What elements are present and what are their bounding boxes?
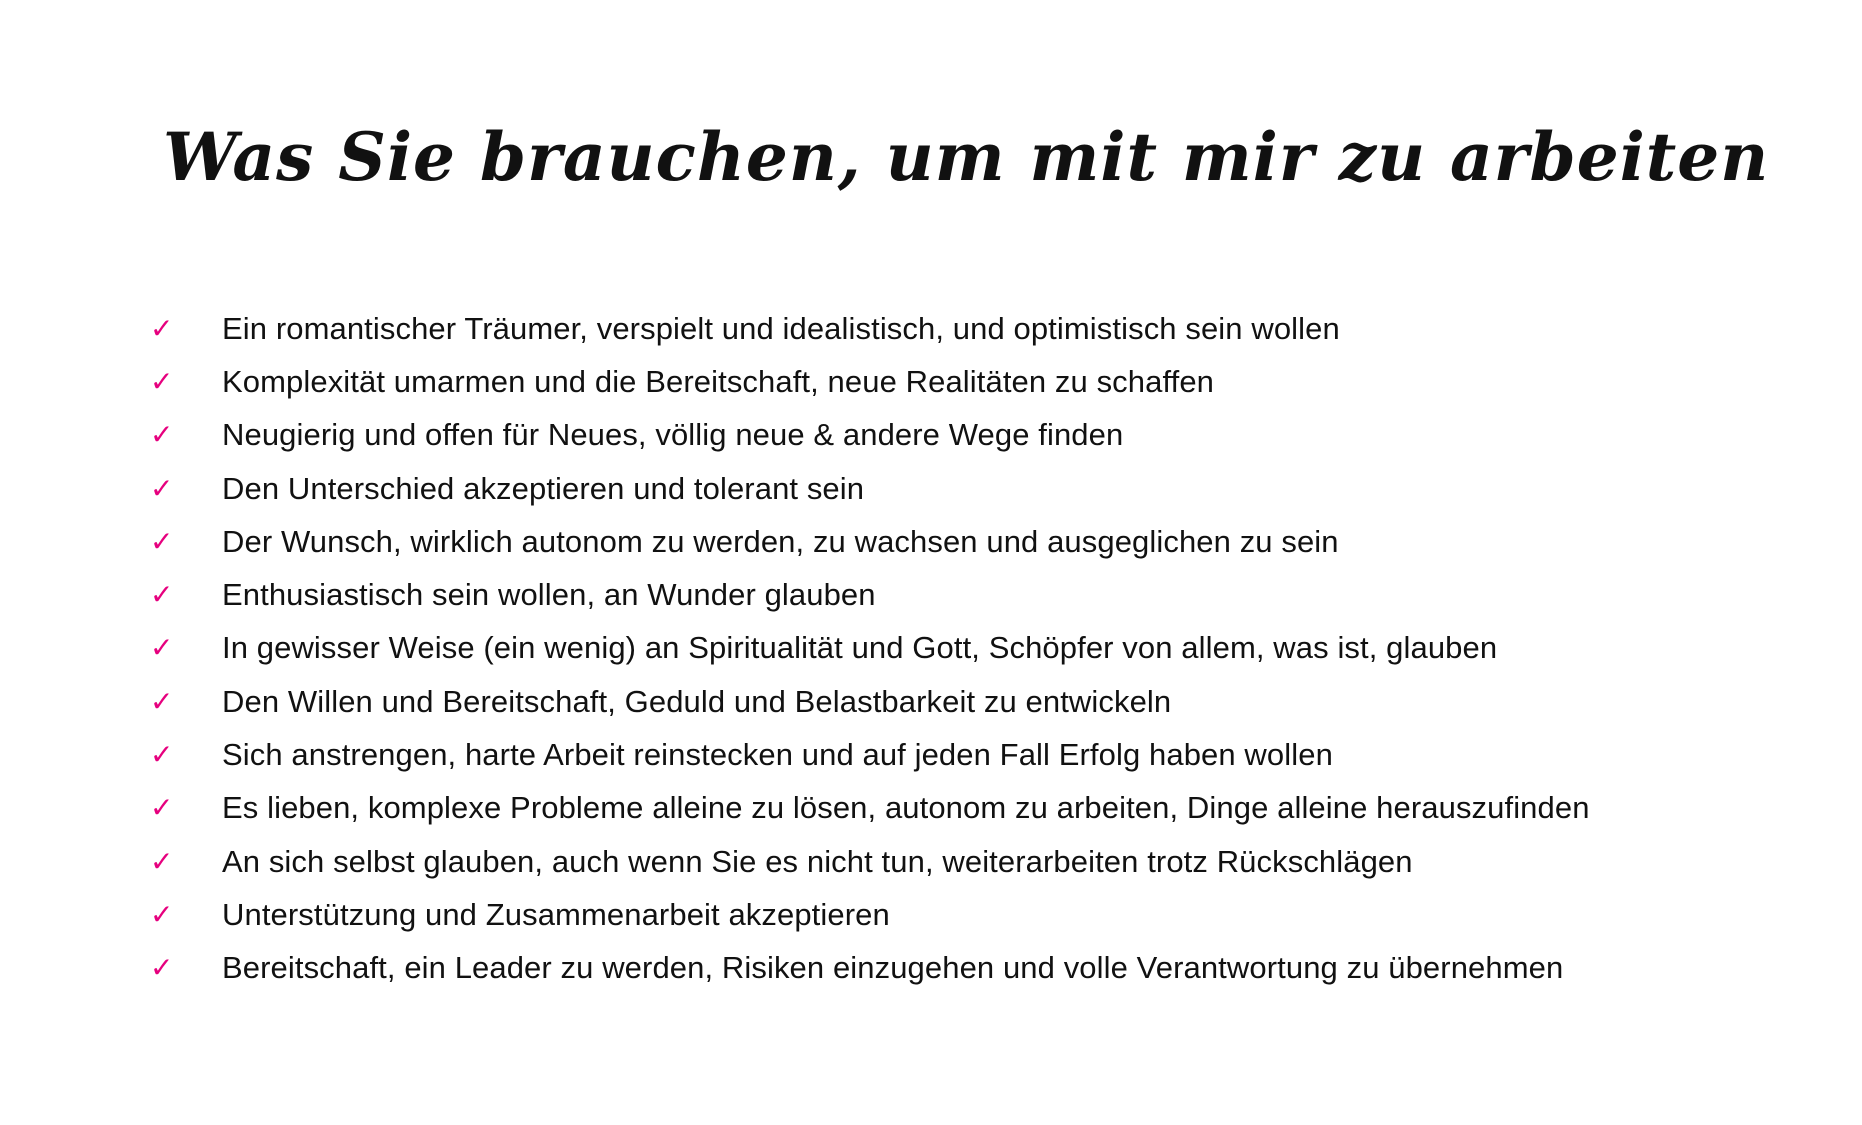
checkmark-icon: ✓ (150, 844, 174, 878)
list-item (150, 728, 1590, 781)
list-item (150, 675, 1590, 728)
list-item-text: Den Unterschied akzeptieren und tolerant sein (222, 470, 865, 506)
list-item-text: Der Wunsch, wirklich autonom zu werden, zu wachsen und ausgeglichen zu sein (222, 523, 1339, 559)
list-item-text: Unterstützung und Zusammenarbeit akzeptieren (222, 896, 890, 932)
list-item (150, 302, 1590, 355)
list-item (150, 888, 1590, 941)
checkmark-icon: ✓ (150, 364, 174, 398)
list-item-text: Es lieben, komplexe Probleme alleine zu lösen, autonom zu arbeiten, Dinge alleine herauszufinden (222, 790, 1590, 826)
list-item (150, 355, 1590, 408)
list-item-text: An sich selbst glauben, auch wenn Sie es nicht tun, weiterarbeiten trotz Rückschlägen (222, 843, 1413, 879)
requirements-list (150, 302, 1590, 995)
checkmark-icon: ✓ (150, 471, 174, 505)
list-item (150, 942, 1590, 995)
page-title: Was Sie brauchen, um mit mir zu arbeiten (163, 118, 1770, 196)
list-item-text: In gewisser Weise (ein wenig) an Spiritualität und Gott, Schöpfer von allem, was ist, glauben (222, 630, 1498, 666)
list-item (150, 568, 1590, 621)
list-item (150, 409, 1590, 462)
checkmark-icon: ✓ (150, 684, 174, 718)
list-item-text: Den Willen und Bereitschaft, Geduld und Belastbarkeit zu entwickeln (222, 683, 1172, 719)
list-item (150, 462, 1590, 515)
list-item (150, 515, 1590, 568)
list-item-text: Sich anstrengen, harte Arbeit reinstecken und auf jeden Fall Erfolg haben wollen (222, 737, 1333, 773)
checkmark-icon: ✓ (150, 631, 174, 665)
list-item (150, 782, 1590, 835)
checkmark-icon: ✓ (150, 578, 174, 612)
list-item (150, 835, 1590, 888)
list-item-text: Ein romantischer Träumer, verspielt und idealistisch, und optimistisch sein wollen (222, 310, 1340, 346)
list-item-text: Komplexität umarmen und die Bereitschaft, neue Realitäten zu schaffen (222, 363, 1215, 399)
list-item-text: Enthusiastisch sein wollen, an Wunder glauben (222, 577, 876, 613)
checkmark-icon: ✓ (150, 311, 174, 345)
list-item-text: Neugierig und offen für Neues, völlig neue & andere Wege finden (222, 417, 1124, 453)
checkmark-icon: ✓ (150, 791, 174, 825)
list-item-text: Bereitschaft, ein Leader zu werden, Risiken einzugehen und volle Verantwortung zu übernehmen (222, 950, 1564, 986)
checkmark-icon: ✓ (150, 418, 174, 452)
checkmark-icon: ✓ (150, 524, 174, 558)
checkmark-icon: ✓ (150, 897, 174, 931)
list-item (150, 622, 1590, 675)
checkmark-icon: ✓ (150, 738, 174, 772)
checkmark-icon: ✓ (150, 951, 174, 985)
